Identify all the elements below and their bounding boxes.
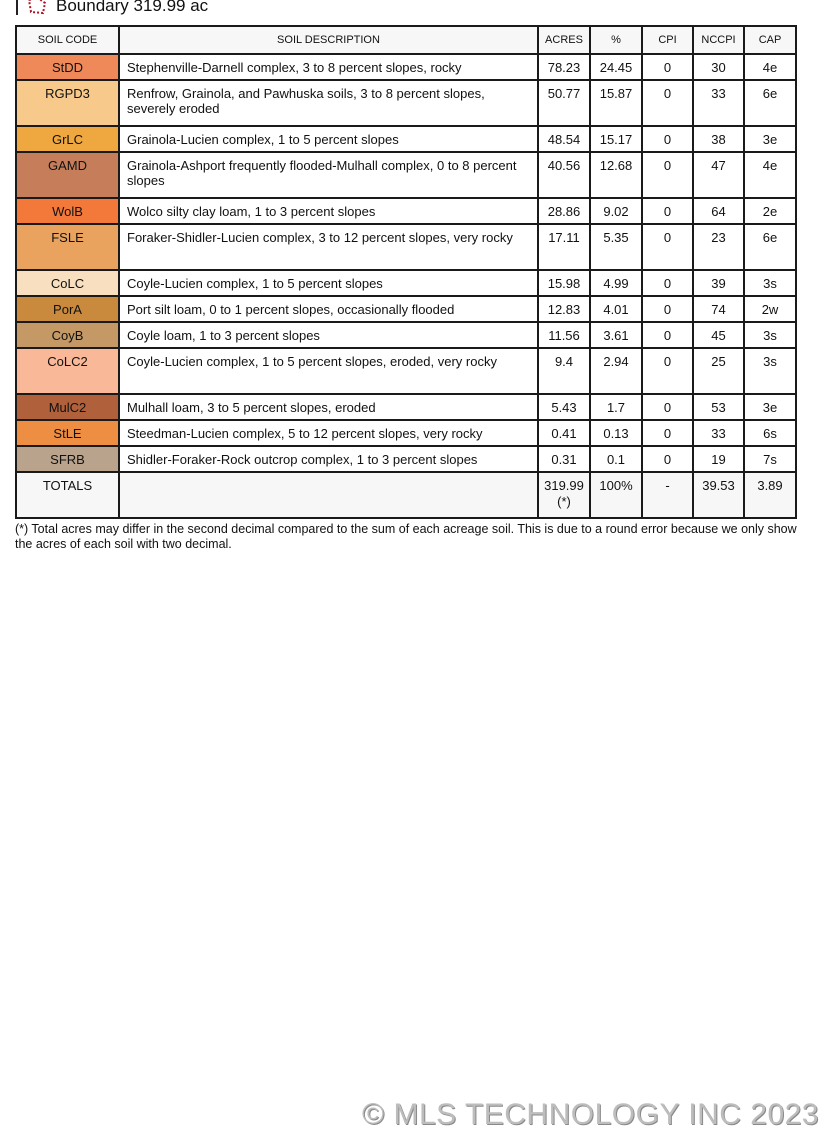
nccpi-cell: 33 xyxy=(693,420,744,446)
cap-cell: 6e xyxy=(744,224,796,270)
cpi-cell: 0 xyxy=(642,296,693,322)
table-row xyxy=(16,270,796,296)
header-soil-description: SOIL DESCRIPTION xyxy=(119,26,538,54)
table-row xyxy=(16,224,796,270)
boundary-polygon-icon xyxy=(26,0,48,15)
percent-cell: 15.87 xyxy=(590,80,642,126)
cap-cell: 4e xyxy=(744,54,796,80)
soil-description-cell: Coyle-Lucien complex, 1 to 5 percent slopes, eroded, very rocky xyxy=(119,348,538,394)
cpi-cell: 0 xyxy=(642,80,693,126)
totals-description xyxy=(119,472,538,518)
percent-cell: 15.17 xyxy=(590,126,642,152)
soil-code-cell: CoLC2 xyxy=(16,348,119,394)
cap-cell: 7s xyxy=(744,446,796,472)
soil-description-cell: Grainola-Lucien complex, 1 to 5 percent slopes xyxy=(119,126,538,152)
totals-cpi: - xyxy=(642,472,693,518)
soil-description-cell: Stephenville-Darnell complex, 3 to 8 percent slopes, rocky xyxy=(119,54,538,80)
cap-cell: 3e xyxy=(744,394,796,420)
nccpi-cell: 74 xyxy=(693,296,744,322)
totals-cap: 3.89 xyxy=(744,472,796,518)
soil-description-cell: Mulhall loam, 3 to 5 percent slopes, eroded xyxy=(119,394,538,420)
totals-nccpi: 39.53 xyxy=(693,472,744,518)
nccpi-cell: 53 xyxy=(693,394,744,420)
acres-cell: 12.83 xyxy=(538,296,590,322)
soil-description-cell: Coyle loam, 1 to 3 percent slopes xyxy=(119,322,538,348)
acres-cell: 50.77 xyxy=(538,80,590,126)
table-row xyxy=(16,80,796,126)
table-row xyxy=(16,446,796,472)
cpi-cell: 0 xyxy=(642,348,693,394)
nccpi-cell: 30 xyxy=(693,54,744,80)
cap-cell: 3s xyxy=(744,270,796,296)
footnote: (*) Total acres may differ in the second decimal compared to the sum of each acreage soil. This is due to a round error because we only show the acres of each soil with two decimal. xyxy=(15,522,797,551)
cpi-cell: 0 xyxy=(642,152,693,198)
percent-cell: 2.94 xyxy=(590,348,642,394)
soil-code-cell: RGPD3 xyxy=(16,80,119,126)
percent-cell: 1.7 xyxy=(590,394,642,420)
table-row xyxy=(16,322,796,348)
soil-description-cell: Port silt loam, 0 to 1 percent slopes, occasionally flooded xyxy=(119,296,538,322)
soil-code-cell: WolB xyxy=(16,198,119,224)
percent-cell: 0.13 xyxy=(590,420,642,446)
soil-code-cell: CoLC xyxy=(16,270,119,296)
soil-code-cell: StLE xyxy=(16,420,119,446)
cpi-cell: 0 xyxy=(642,322,693,348)
acres-cell: 17.11 xyxy=(538,224,590,270)
table-row xyxy=(16,152,796,198)
acres-cell: 5.43 xyxy=(538,394,590,420)
table-row xyxy=(16,54,796,80)
cpi-cell: 0 xyxy=(642,224,693,270)
copyright-watermark: © MLS TECHNOLOGY INC 2023 xyxy=(362,1098,819,1131)
header-soil-code: SOIL CODE xyxy=(16,26,119,54)
soil-code-cell: CoyB xyxy=(16,322,119,348)
nccpi-cell: 39 xyxy=(693,270,744,296)
cpi-cell: 0 xyxy=(642,54,693,80)
header-cap: CAP xyxy=(744,26,796,54)
percent-cell: 4.99 xyxy=(590,270,642,296)
nccpi-cell: 33 xyxy=(693,80,744,126)
cap-cell: 6s xyxy=(744,420,796,446)
nccpi-cell: 64 xyxy=(693,198,744,224)
cap-cell: 2e xyxy=(744,198,796,224)
nccpi-cell: 25 xyxy=(693,348,744,394)
soil-description-cell: Wolco silty clay loam, 1 to 3 percent slopes xyxy=(119,198,538,224)
cap-cell: 3s xyxy=(744,348,796,394)
cap-cell: 3s xyxy=(744,322,796,348)
acres-cell: 28.86 xyxy=(538,198,590,224)
cap-cell: 4e xyxy=(744,152,796,198)
cpi-cell: 0 xyxy=(642,446,693,472)
nccpi-cell: 45 xyxy=(693,322,744,348)
table-row xyxy=(16,198,796,224)
table-row xyxy=(16,394,796,420)
percent-cell: 5.35 xyxy=(590,224,642,270)
totals-row xyxy=(16,472,796,518)
percent-cell: 4.01 xyxy=(590,296,642,322)
legend-divider xyxy=(16,0,18,15)
soil-code-cell: FSLE xyxy=(16,224,119,270)
soil-code-cell: GAMD xyxy=(16,152,119,198)
soil-description-cell: Foraker-Shidler-Lucien complex, 3 to 12 percent slopes, very rocky xyxy=(119,224,538,270)
totals-label: TOTALS xyxy=(16,472,119,518)
acres-cell: 40.56 xyxy=(538,152,590,198)
cap-cell: 6e xyxy=(744,80,796,126)
soil-code-cell: MulC2 xyxy=(16,394,119,420)
header-nccpi: NCCPI xyxy=(693,26,744,54)
nccpi-cell: 19 xyxy=(693,446,744,472)
table-row xyxy=(16,296,796,322)
soil-code-cell: SFRB xyxy=(16,446,119,472)
cpi-cell: 0 xyxy=(642,198,693,224)
acres-cell: 15.98 xyxy=(538,270,590,296)
soil-code-cell: PorA xyxy=(16,296,119,322)
totals-percent: 100% xyxy=(590,472,642,518)
acres-cell: 11.56 xyxy=(538,322,590,348)
soil-description-cell: Renfrow, Grainola, and Pawhuska soils, 3 to 8 percent slopes, severely eroded xyxy=(119,80,538,126)
percent-cell: 0.1 xyxy=(590,446,642,472)
cpi-cell: 0 xyxy=(642,270,693,296)
acres-cell: 0.31 xyxy=(538,446,590,472)
table-row xyxy=(16,126,796,152)
soil-table xyxy=(15,25,797,519)
header-acres: ACRES xyxy=(538,26,590,54)
acres-cell: 0.41 xyxy=(538,420,590,446)
soil-description-cell: Shidler-Foraker-Rock outcrop complex, 1 to 3 percent slopes xyxy=(119,446,538,472)
table-row xyxy=(16,420,796,446)
cpi-cell: 0 xyxy=(642,394,693,420)
nccpi-cell: 23 xyxy=(693,224,744,270)
table-header-row xyxy=(16,26,796,54)
percent-cell: 9.02 xyxy=(590,198,642,224)
nccpi-cell: 47 xyxy=(693,152,744,198)
header-percent: % xyxy=(590,26,642,54)
table-row xyxy=(16,348,796,394)
soil-description-cell: Coyle-Lucien complex, 1 to 5 percent slopes xyxy=(119,270,538,296)
cap-cell: 2w xyxy=(744,296,796,322)
boundary-label: Boundary 319.99 ac xyxy=(56,0,209,15)
cap-cell: 3e xyxy=(744,126,796,152)
soil-description-cell: Grainola-Ashport frequently flooded-Mulhall complex, 0 to 8 percent slopes xyxy=(119,152,538,198)
boundary-legend xyxy=(16,0,208,17)
soil-code-cell: StDD xyxy=(16,54,119,80)
acres-cell: 48.54 xyxy=(538,126,590,152)
percent-cell: 12.68 xyxy=(590,152,642,198)
percent-cell: 3.61 xyxy=(590,322,642,348)
acres-cell: 9.4 xyxy=(538,348,590,394)
header-cpi: CPI xyxy=(642,26,693,54)
acres-cell: 78.23 xyxy=(538,54,590,80)
soil-description-cell: Steedman-Lucien complex, 5 to 12 percent slopes, very rocky xyxy=(119,420,538,446)
nccpi-cell: 38 xyxy=(693,126,744,152)
cpi-cell: 0 xyxy=(642,126,693,152)
cpi-cell: 0 xyxy=(642,420,693,446)
soil-code-cell: GrLC xyxy=(16,126,119,152)
totals-acres: 319.99(*) xyxy=(538,472,590,518)
percent-cell: 24.45 xyxy=(590,54,642,80)
